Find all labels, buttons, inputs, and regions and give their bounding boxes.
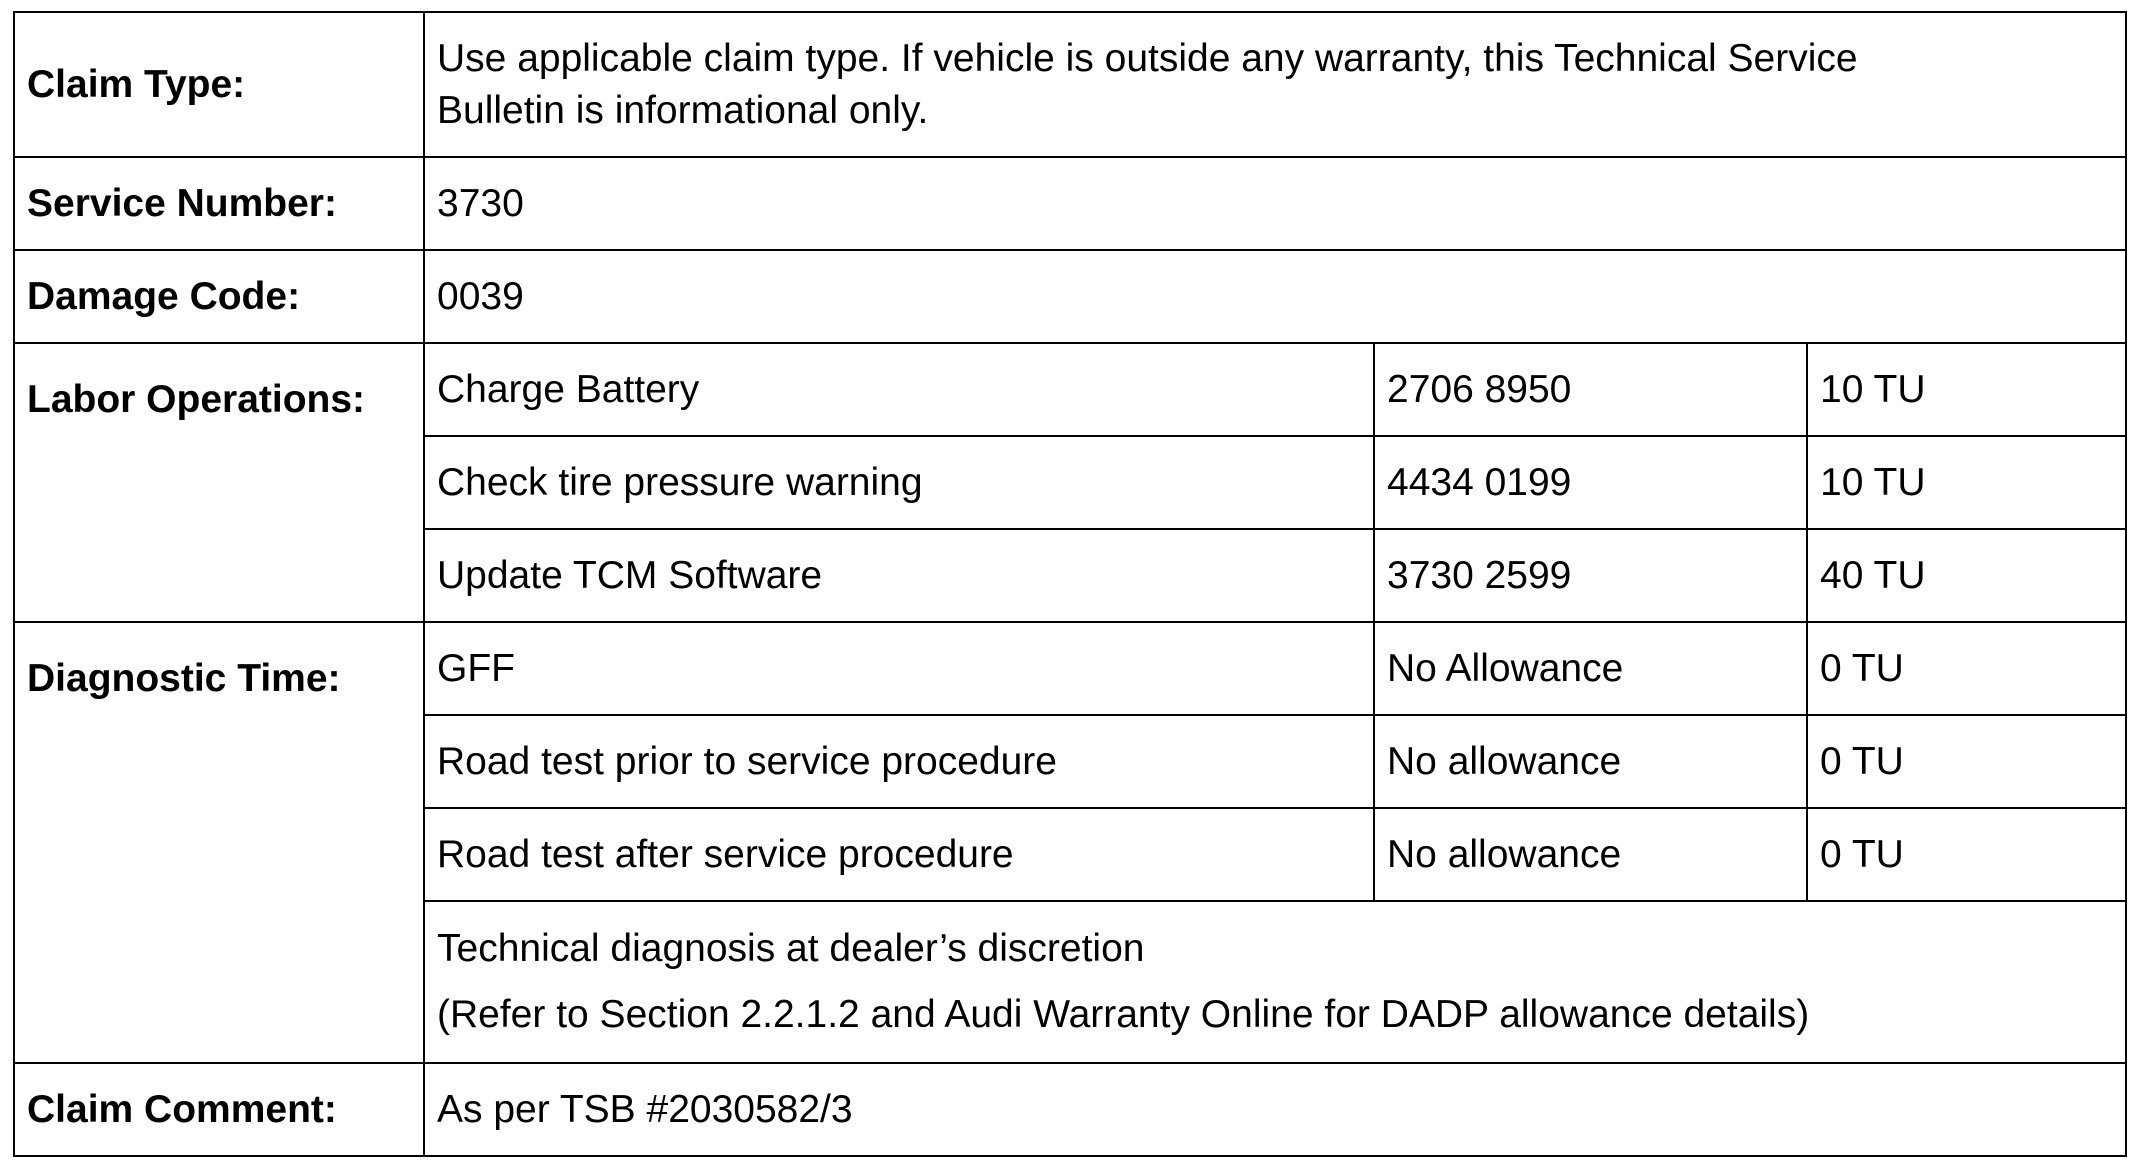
labor-operation-time: 10 TU <box>1807 343 2126 436</box>
damage-code-row <box>14 250 2126 343</box>
labor-operation-code: 2706 8950 <box>1374 343 1807 436</box>
labor-operations-label: Labor Operations: <box>14 343 424 622</box>
diagnostic-time: 0 TU <box>1807 808 2126 901</box>
labor-operation-time: 40 TU <box>1807 529 2126 622</box>
diagnostic-time: 0 TU <box>1807 622 2126 715</box>
diagnostic-row <box>14 622 2126 715</box>
claim-type-row <box>14 12 2126 157</box>
damage-code-value: 0039 <box>424 250 2126 343</box>
diagnostic-description: GFF <box>424 622 1374 715</box>
diagnostic-allowance: No Allowance <box>1374 622 1807 715</box>
diagnostic-time: 0 TU <box>1807 715 2126 808</box>
technical-diagnosis-line1: Technical diagnosis at dealer’s discretion <box>437 927 1145 971</box>
technical-diagnosis-note <box>424 901 2126 1063</box>
labor-operation-code: 3730 2599 <box>1374 529 1807 622</box>
diagnostic-allowance: No allowance <box>1374 808 1807 901</box>
diagnostic-description: Road test after service procedure <box>424 808 1374 901</box>
labor-operation-time: 10 TU <box>1807 436 2126 529</box>
claim-type-value-line1: Use applicable claim type. If vehicle is outside any warranty, this Technical Service <box>437 36 1858 80</box>
technical-diagnosis-line2: (Refer to Section 2.2.1.2 and Audi Warranty Online for DADP allowance details) <box>437 993 1810 1036</box>
labor-operation-row <box>14 343 2126 436</box>
diagnostic-allowance: No allowance <box>1374 715 1807 808</box>
claim-comment-row <box>14 1063 2126 1156</box>
labor-operation-description: Update TCM Software <box>424 529 1374 622</box>
claim-comment-label: Claim Comment: <box>14 1063 424 1156</box>
labor-operation-description: Charge Battery <box>424 343 1374 436</box>
damage-code-label: Damage Code: <box>14 250 424 343</box>
service-number-value: 3730 <box>424 157 2126 250</box>
service-number-row <box>14 157 2126 250</box>
claim-type-value-line2: Bulletin is informational only. <box>437 88 929 132</box>
service-number-label: Service Number: <box>14 157 424 250</box>
claim-type-label: Claim Type: <box>14 12 424 157</box>
claim-comment-value: As per TSB #2030582/3 <box>424 1063 2126 1156</box>
claim-info-table <box>13 11 2127 1157</box>
claim-type-value <box>424 12 2126 157</box>
diagnostic-description: Road test prior to service procedure <box>424 715 1374 808</box>
labor-operation-description: Check tire pressure warning <box>424 436 1374 529</box>
diagnostic-time-label: Diagnostic Time: <box>14 622 424 1063</box>
labor-operation-code: 4434 0199 <box>1374 436 1807 529</box>
